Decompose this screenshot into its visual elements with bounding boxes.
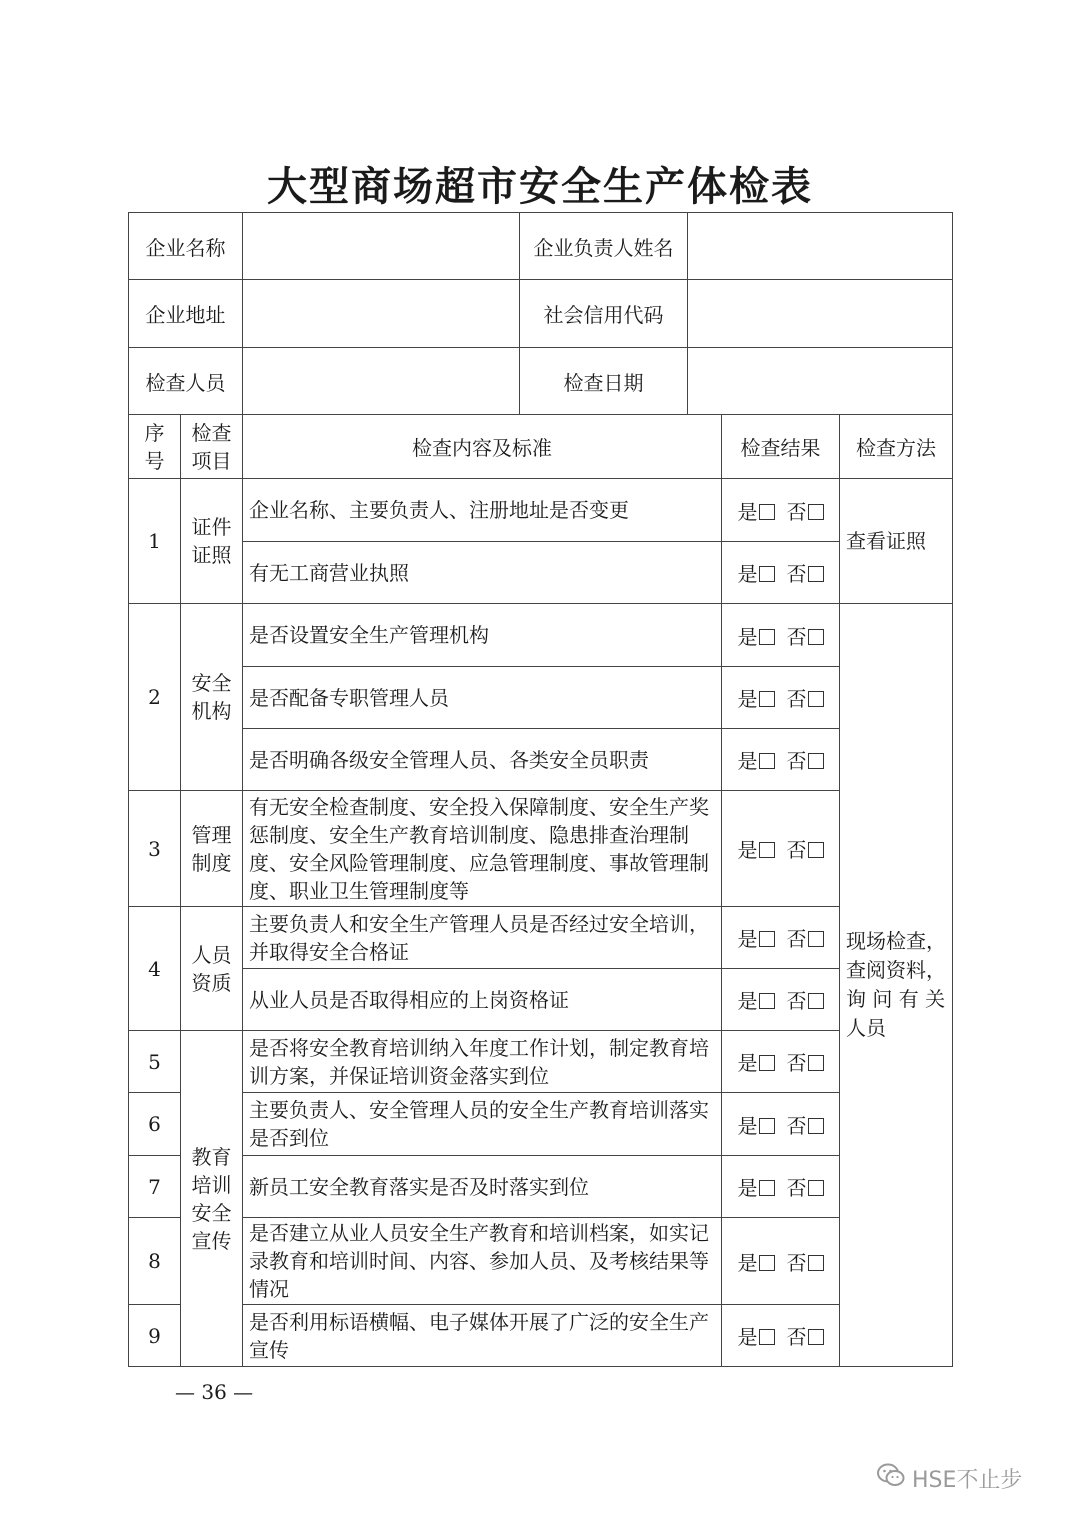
table-row	[129, 542, 953, 604]
company-name-field[interactable]	[243, 213, 520, 280]
method-cell: 查看证照	[840, 479, 953, 604]
no-checkbox[interactable]	[808, 753, 824, 769]
content-cell: 是否设置安全生产管理机构	[243, 604, 722, 667]
no-checkbox[interactable]	[808, 1329, 824, 1345]
table-row	[129, 1218, 953, 1305]
no-label: 否	[786, 1051, 807, 1075]
content-cell: 是否建立从业人员安全生产教育和培训档案，如实记录教育和培训时间、内容、参加人员、及考核结果等情况	[243, 1218, 722, 1305]
content-cell: 主要负责人、安全管理人员的安全生产教育培训落实是否到位	[243, 1093, 722, 1156]
item-cell	[181, 907, 243, 1031]
yes-label: 是	[737, 1113, 758, 1138]
credit-code-field[interactable]	[688, 280, 953, 348]
no-checkbox[interactable]	[808, 1255, 824, 1271]
item-line: 人员	[191, 942, 232, 967]
no-label: 否	[786, 562, 807, 586]
yes-checkbox[interactable]	[759, 566, 775, 582]
inspect-date-field[interactable]	[688, 348, 953, 415]
no-label: 否	[786, 1325, 807, 1349]
header-seq	[129, 415, 181, 479]
yes-checkbox[interactable]	[759, 842, 775, 858]
company-head-field[interactable]	[688, 213, 953, 280]
seq-cell: 8	[129, 1218, 181, 1305]
no-checkbox[interactable]	[808, 1180, 824, 1196]
company-address-field[interactable]	[243, 280, 520, 348]
seq-cell: 2	[129, 604, 181, 791]
no-label: 否	[786, 749, 807, 773]
yes-label: 是	[737, 1325, 758, 1349]
yes-label: 是	[737, 838, 758, 862]
page-number: — 36 —	[175, 1380, 254, 1404]
yes-checkbox[interactable]	[759, 931, 775, 947]
content-cell: 企业名称、主要负责人、注册地址是否变更	[243, 479, 722, 542]
item-line: 机构	[191, 699, 232, 723]
yes-checkbox[interactable]	[759, 993, 775, 1009]
header-content: 检查内容及标准	[243, 415, 722, 479]
method-line: 人员	[846, 1016, 886, 1040]
header-seq-line1: 序	[144, 420, 165, 445]
method-line: 询 问 有 关	[846, 987, 946, 1011]
no-label: 否	[786, 989, 807, 1013]
item-cell	[181, 604, 243, 791]
yes-checkbox[interactable]	[759, 1180, 775, 1196]
result-cell	[722, 1093, 840, 1156]
header-row	[129, 415, 953, 479]
result-cell	[722, 542, 840, 604]
inspector-field[interactable]	[243, 348, 520, 415]
table-row	[129, 907, 953, 969]
item-cell	[181, 791, 243, 907]
yes-checkbox[interactable]	[759, 504, 775, 520]
no-label: 否	[786, 927, 807, 951]
no-checkbox[interactable]	[808, 1055, 824, 1071]
item-line: 安全	[191, 1200, 232, 1225]
item-line: 教育	[191, 1144, 232, 1169]
item-line: 培训	[191, 1172, 232, 1197]
yes-label: 是	[737, 989, 758, 1013]
content-cell: 有无工商营业执照	[243, 542, 722, 604]
no-checkbox[interactable]	[808, 931, 824, 947]
header-seq-line2: 号	[144, 448, 165, 473]
item-line: 资质	[191, 970, 232, 995]
seq-cell: 3	[129, 791, 181, 907]
page-title: 大型商场超市安全生产体检表	[267, 163, 813, 210]
no-checkbox[interactable]	[808, 993, 824, 1009]
info-row	[129, 348, 953, 415]
method-line: 现场检查，	[846, 929, 946, 953]
yes-checkbox[interactable]	[759, 1329, 775, 1345]
yes-label: 是	[737, 1051, 758, 1075]
info-row	[129, 280, 953, 348]
content-cell: 从业人员是否取得相应的上岗资格证	[243, 969, 722, 1031]
table-row	[129, 969, 953, 1031]
company-address-label: 企业地址	[129, 280, 243, 348]
yes-label: 是	[737, 624, 758, 649]
header-item-line1: 检查	[191, 420, 232, 445]
seq-cell: 6	[129, 1093, 181, 1156]
item-line: 制度	[191, 850, 232, 875]
header-item	[181, 415, 243, 479]
result-cell	[722, 969, 840, 1031]
result-cell	[722, 604, 840, 667]
result-cell	[722, 479, 840, 542]
content-cell: 是否配备专职管理人员	[243, 667, 722, 729]
item-line: 证照	[191, 543, 232, 567]
yes-label: 是	[737, 1250, 758, 1275]
yes-label: 是	[737, 562, 758, 586]
seq-cell: 7	[129, 1156, 181, 1218]
item-line: 管理	[191, 822, 232, 847]
yes-label: 是	[737, 749, 758, 773]
no-label: 否	[786, 1176, 807, 1200]
no-checkbox[interactable]	[808, 842, 824, 858]
item-line: 安全	[191, 671, 232, 695]
inspector-label: 检查人员	[129, 348, 243, 415]
content-cell: 有无安全检查制度、安全投入保障制度、安全生产奖惩制度、安全生产教育培训制度、隐患排查治理制度、安全风险管理制度、应急管理制度、事故管理制度、职业卫生管理制度等	[243, 791, 722, 907]
table-row	[129, 1031, 953, 1093]
method-cell	[840, 604, 953, 1367]
table-row	[129, 604, 953, 667]
company-name-label: 企业名称	[129, 213, 243, 280]
no-label: 否	[786, 624, 807, 649]
watermark-text: HSE不止步	[912, 1467, 1023, 1493]
table-row	[129, 729, 953, 791]
no-checkbox[interactable]	[808, 566, 824, 582]
table-row	[129, 1156, 953, 1218]
yes-checkbox[interactable]	[759, 691, 775, 707]
no-label: 否	[786, 499, 807, 524]
content-cell: 新员工安全教育落实是否及时落实到位	[243, 1156, 722, 1218]
result-cell	[722, 1156, 840, 1218]
content-cell: 主要负责人和安全生产管理人员是否经过安全培训，并取得安全合格证	[243, 907, 722, 969]
result-cell	[722, 729, 840, 791]
seq-cell: 5	[129, 1031, 181, 1093]
result-cell	[722, 667, 840, 729]
company-head-label: 企业负责人姓名	[520, 213, 688, 280]
inspect-date-label: 检查日期	[520, 348, 688, 415]
table-row	[129, 1093, 953, 1156]
yes-checkbox[interactable]	[759, 629, 775, 645]
table-row	[129, 479, 953, 542]
result-cell	[722, 907, 840, 969]
result-cell	[722, 791, 840, 907]
table-row	[129, 667, 953, 729]
content-cell: 是否将安全教育培训纳入年度工作计划，制定教育培训方案，并保证培训资金落实到位	[243, 1031, 722, 1093]
watermark	[876, 1462, 1022, 1494]
no-label: 否	[786, 687, 807, 711]
seq-cell: 9	[129, 1305, 181, 1367]
yes-label: 是	[737, 499, 758, 524]
seq-cell: 4	[129, 907, 181, 1031]
info-row	[129, 213, 953, 280]
item-cell	[181, 1031, 243, 1367]
item-line: 宣传	[191, 1228, 232, 1253]
result-cell	[722, 1031, 840, 1093]
inspection-table	[128, 212, 953, 1367]
method-line: 查阅资料，	[846, 958, 946, 982]
no-checkbox[interactable]	[808, 1118, 824, 1134]
yes-label: 是	[737, 1176, 758, 1200]
no-label: 否	[786, 1250, 807, 1275]
no-checkbox[interactable]	[808, 504, 824, 520]
credit-code-label: 社会信用代码	[520, 280, 688, 348]
result-cell	[722, 1305, 840, 1367]
yes-checkbox[interactable]	[759, 1055, 775, 1071]
table-row	[129, 1305, 953, 1367]
content-cell: 是否利用标语横幅、电子媒体开展了广泛的安全生产宣传	[243, 1305, 722, 1367]
no-checkbox[interactable]	[808, 629, 824, 645]
header-item-line2: 项目	[191, 448, 232, 473]
yes-checkbox[interactable]	[759, 753, 775, 769]
yes-checkbox[interactable]	[759, 1118, 775, 1134]
table-row	[129, 791, 953, 907]
item-cell	[181, 479, 243, 604]
yes-label: 是	[737, 927, 758, 951]
header-result: 检查结果	[722, 415, 840, 479]
no-label: 否	[786, 838, 807, 862]
yes-checkbox[interactable]	[759, 1255, 775, 1271]
no-checkbox[interactable]	[808, 691, 824, 707]
item-line: 证件	[191, 515, 232, 539]
header-method: 检查方法	[840, 415, 953, 479]
result-cell	[722, 1218, 840, 1305]
no-label: 否	[786, 1113, 807, 1138]
content-cell: 是否明确各级安全管理人员、各类安全员职责	[243, 729, 722, 791]
wechat-icon	[876, 1462, 906, 1494]
yes-label: 是	[737, 687, 758, 711]
seq-cell: 1	[129, 479, 181, 604]
